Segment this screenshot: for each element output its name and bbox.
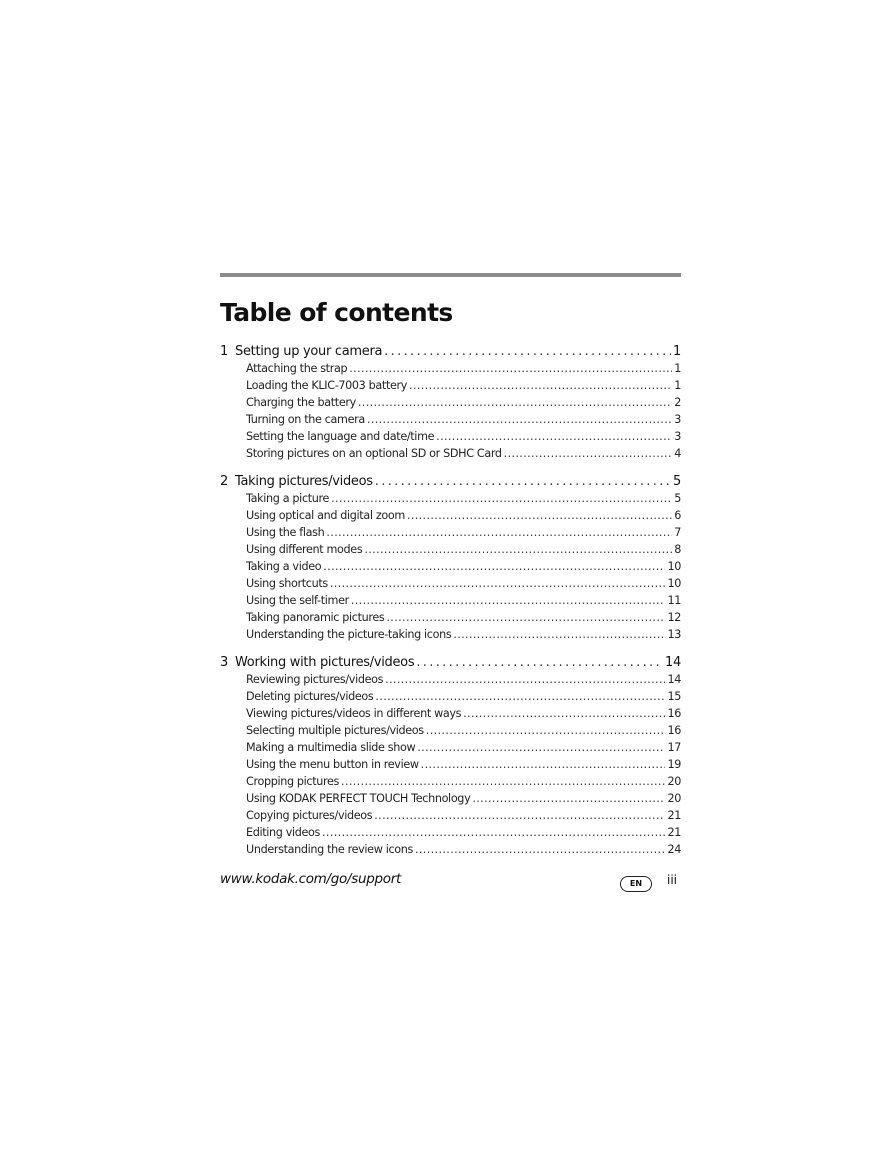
toc-entry[interactable] [220,739,681,756]
toc-entry[interactable] [220,592,681,609]
dot-leader [416,654,663,671]
toc-entry[interactable] [220,490,681,507]
header-rule [220,273,681,277]
dot-leader [472,790,665,807]
page-footer [220,871,681,891]
page-number: 20 [667,792,681,805]
toc-entry[interactable] [220,394,681,411]
table-of-contents [220,343,681,858]
entry-title: Loading the KLIC-7003 battery [246,379,408,392]
page-number: 24 [667,843,681,856]
page-number: 4 [674,447,681,460]
dot-leader [331,490,672,507]
dot-leader [349,360,672,377]
entry-title: Turning on the camera [246,413,365,426]
chapter-title: Taking pictures/videos [235,474,373,489]
page-number: 6 [674,509,681,522]
page-number: 1 [674,362,681,375]
page-number: 16 [667,724,681,737]
page-number: 13 [667,628,681,641]
chapter-entry[interactable] [220,654,681,671]
page-number: 16 [667,707,681,720]
dot-leader [417,739,665,756]
entry-title: Copying pictures/videos [246,809,373,822]
chapter-entry[interactable] [220,343,681,360]
entry-title: Using KODAK PERFECT TOUCH Technology [246,792,471,805]
toc-entry[interactable] [220,558,681,575]
dot-leader [367,411,672,428]
entry-title: Deleting pictures/videos [246,690,374,703]
dot-leader [407,507,672,524]
dot-leader [375,473,671,490]
toc-entry[interactable] [220,790,681,807]
entry-title: Making a multimedia slide show [246,741,416,754]
toc-entry[interactable] [220,445,681,462]
toc-entry[interactable] [220,609,681,626]
dot-leader [415,841,665,858]
toc-entry[interactable] [220,507,681,524]
toc-entry[interactable] [220,671,681,688]
chapter-title: Working with pictures/videos [235,655,415,670]
toc-entry[interactable] [220,428,681,445]
page-number: 3 [674,413,681,426]
toc-entry[interactable] [220,756,681,773]
dot-leader [453,626,665,643]
entry-title: Attaching the strap [246,362,348,375]
dot-leader [374,807,665,824]
toc-entry[interactable] [220,841,681,858]
page-number: 11 [667,594,681,607]
entry-title: Using different modes [246,543,363,556]
page-number: 1 [674,379,681,392]
dot-leader [385,671,665,688]
toc-entry[interactable] [220,377,681,394]
language-badge: EN [620,876,652,892]
dot-leader [330,575,666,592]
document-page [220,273,681,869]
page-number: 21 [667,809,681,822]
toc-entry[interactable] [220,824,681,841]
dot-leader [326,524,672,541]
toc-entry[interactable] [220,411,681,428]
page-number: 5 [674,492,681,505]
entry-title: Using optical and digital zoom [246,509,405,522]
entry-title: Using the self-timer [246,594,349,607]
dot-leader [504,445,673,462]
toc-entry[interactable] [220,524,681,541]
chapter-section [220,654,681,858]
entry-title: Cropping pictures [246,775,340,788]
page-number: 14 [665,655,681,670]
toc-entry[interactable] [220,575,681,592]
chapter-number: 2 [220,474,228,489]
toc-entry[interactable] [220,807,681,824]
page-number: 21 [667,826,681,839]
entry-title: Taking panoramic pictures [246,611,385,624]
page-number: 15 [667,690,681,703]
dot-leader [436,428,672,445]
page-number: 10 [667,577,681,590]
dot-leader [322,824,665,841]
entry-title: Taking a picture [246,492,330,505]
entry-title: Using the menu button in review [246,758,419,771]
entry-title: Using shortcuts [246,577,328,590]
entry-title: Understanding the picture-taking icons [246,628,452,641]
page-number: 5 [673,474,681,489]
toc-entry[interactable] [220,541,681,558]
page-number: 2 [674,396,681,409]
footer-page-number: iii [666,873,677,887]
support-url-link[interactable]: www.kodak.com/go/support [220,871,401,887]
toc-entry[interactable] [220,722,681,739]
dot-leader [341,773,665,790]
entry-title: Storing pictures on an optional SD or SDHC Card [246,447,502,460]
chapter-number: 1 [220,344,228,359]
chapter-section [220,473,681,643]
entry-title: Understanding the review icons [246,843,413,856]
page-number: 1 [673,344,681,359]
page-number: 12 [667,611,681,624]
page-number: 19 [667,758,681,771]
dot-leader [351,592,666,609]
entry-title: Viewing pictures/videos in different ways [246,707,462,720]
dot-leader [426,722,666,739]
dot-leader [386,609,665,626]
page-number: 17 [667,741,681,754]
chapter-section [220,343,681,462]
page-number: 20 [667,775,681,788]
toc-entry[interactable] [220,626,681,643]
dot-leader [384,343,671,360]
dot-leader [463,705,665,722]
page-number: 8 [674,543,681,556]
page-number: 7 [674,526,681,539]
toc-entry[interactable] [220,773,681,790]
chapter-number: 3 [220,655,228,670]
chapter-entry[interactable] [220,473,681,490]
page-number: 10 [667,560,681,573]
dot-leader [364,541,672,558]
entry-title: Taking a video [246,560,322,573]
entry-title: Reviewing pictures/videos [246,673,384,686]
entry-title: Using the flash [246,526,325,539]
entry-title: Setting the language and date/time [246,430,435,443]
page-number: 14 [667,673,681,686]
dot-leader [358,394,672,411]
entry-title: Selecting multiple pictures/videos [246,724,424,737]
entry-title: Editing videos [246,826,321,839]
page-number: 3 [674,430,681,443]
entry-title: Charging the battery [246,396,356,409]
dot-leader [409,377,672,394]
toc-entry[interactable] [220,705,681,722]
page-title: Table of contents [220,298,453,327]
toc-entry[interactable] [220,360,681,377]
dot-leader [323,558,665,575]
chapter-title: Setting up your camera [235,344,383,359]
dot-leader [421,756,666,773]
toc-entry[interactable] [220,688,681,705]
dot-leader [375,688,665,705]
